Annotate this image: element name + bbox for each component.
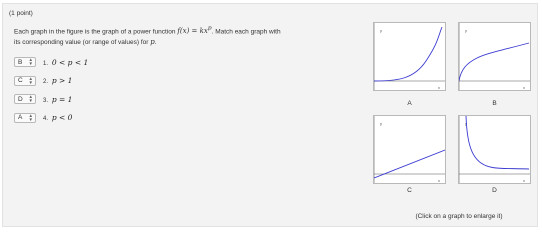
curve xyxy=(466,116,529,169)
select-arrows-icon: ▲ ▼ xyxy=(28,94,33,104)
axis-label-y: y xyxy=(380,121,382,126)
graph-b[interactable] xyxy=(458,22,531,91)
axis-label-x: x xyxy=(523,178,525,183)
axis-label-x: x xyxy=(438,85,440,90)
problem-panel xyxy=(2,3,538,227)
question-prompt: Each graph in the figure is the graph of a power function $f(x) = kx^p$. Match each graph with its corresponding value (or range of values) for p. xyxy=(14,26,281,47)
graph-d[interactable] xyxy=(458,115,531,184)
answer-select-4[interactable]: A ▲ ▼ xyxy=(14,113,36,123)
graph-c[interactable] xyxy=(373,115,446,184)
answer-select-3[interactable]: D ▲ ▼ xyxy=(14,94,36,104)
graph-label-b: B xyxy=(492,100,497,107)
axis-label-y: y xyxy=(465,28,467,33)
condition: p > 1 xyxy=(51,76,73,86)
answer-row: B ▲ ▼ 1. 0 < p < 1 xyxy=(14,53,88,72)
graph-label-d: D xyxy=(492,187,497,194)
condition: p < 0 xyxy=(51,113,73,123)
select-arrows-icon: ▲ ▼ xyxy=(28,112,33,122)
answer-select-1[interactable]: B ▲ ▼ xyxy=(14,57,36,67)
condition: 0 < p < 1 xyxy=(51,57,89,67)
axis-label-y: y xyxy=(380,28,382,33)
curve xyxy=(374,27,442,81)
answer-select-2[interactable]: C ▲ ▼ xyxy=(14,76,36,86)
enlarge-hint: (Click on a graph to enlarge it) xyxy=(415,213,503,220)
answer-row: C ▲ ▼ 2. p > 1 xyxy=(14,72,88,91)
axis-label-x: x xyxy=(523,85,525,90)
axis-label-x: x xyxy=(438,178,440,183)
function-expression: $f(x) = kx^p$ xyxy=(177,26,212,36)
answer-row: D ▲ ▼ 3. p = 1 xyxy=(14,90,88,109)
answer-list xyxy=(14,53,88,127)
points-label: (1 point) xyxy=(9,10,33,17)
curve xyxy=(459,43,529,81)
select-arrows-icon: ▲ ▼ xyxy=(28,57,33,67)
graph-a[interactable] xyxy=(373,22,446,91)
select-arrows-icon: ▲ ▼ xyxy=(28,75,33,85)
condition: p = 1 xyxy=(51,94,73,104)
graph-label-c: C xyxy=(407,187,412,194)
axis-label-y: y xyxy=(465,121,467,126)
graph-label-a: A xyxy=(407,100,412,107)
answer-row: A ▲ ▼ 4. p < 0 xyxy=(14,109,88,128)
